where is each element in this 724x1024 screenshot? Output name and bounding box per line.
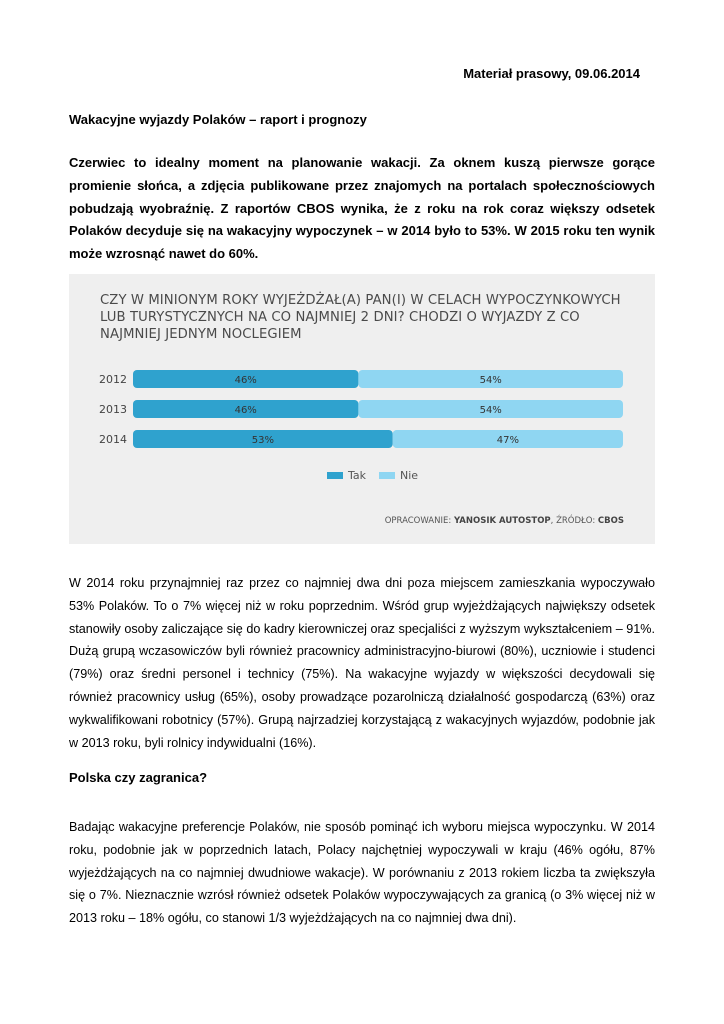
legend-swatch-tak bbox=[327, 472, 343, 479]
credit-source: CBOS bbox=[597, 516, 624, 526]
year-label-2012: 2012 bbox=[99, 373, 127, 386]
year-label-2013: 2013 bbox=[99, 403, 127, 416]
credit-prefix: OPRACOWANIE: bbox=[384, 516, 452, 526]
credit-source-prefix: ŹRÓDŁO: bbox=[556, 516, 596, 526]
bar-label-nie-2014: 47% bbox=[496, 435, 519, 446]
bar-label-tak-2014: 53% bbox=[251, 435, 274, 446]
chart-title: CZY W MINIONYM ROKY WYJEŻDŻAŁ(A) PAN(I) W CELACH WYPOCZYNKOWYCH LUB TURYSTYCZNYCH NA CO NAJMNIEJ 2 DNI? CHODZI O WYJAZDY Z CO NAJMNIEJ JEDNYM NOCLEGIEM bbox=[100, 293, 621, 342]
body-paragraph-2: Badając wakacyjne preferencje Polaków, nie sposób pominąć ich wyboru miejsca wypoczynku. W 2014 roku, podobnie jak w poprzednich latach, Polacy najchętniej wypoczywali w kraju (46% ogółu, 87% wyjeżdżających na co najmniej dwudniowe wakacje). W porównaniu z 2013 rokiem liczba ta zwiększyła się o 7%. Nieznacznie wzrósł również odsetek Polaków wypoczywających za granicą (o 3% więcej niż w 2013 roku – 18% ogółu, co stanowi 1/3 wyjeżdżających na co najmniej dwa dni). bbox=[69, 820, 655, 926]
bar-label-tak-2013: 46% bbox=[234, 405, 257, 416]
chart-credit bbox=[385, 516, 624, 526]
credit-separator: , bbox=[550, 516, 554, 526]
bar-chart bbox=[69, 274, 655, 544]
legend-label-nie: Nie bbox=[400, 469, 419, 482]
press-release-date: Materiał prasowy, 09.06.2014 bbox=[463, 66, 640, 81]
legend-label-tak: Tak bbox=[348, 469, 367, 482]
document-title: Wakacyjne wyjazdy Polaków – raport i prognozy bbox=[69, 112, 367, 127]
bar-label-nie-2012: 54% bbox=[479, 375, 502, 386]
bar-label-nie-2013: 54% bbox=[479, 405, 502, 416]
lead-paragraph: Czerwiec to idealny moment na planowanie wakacji. Za oknem kuszą pierwsze gorące promienie słońca, a zdjęcia publikowane przez znajomych na portalach społecznościowych pobudzają wyobraźnię. Z raportów CBOS wynika, że z roku na rok coraz większy odsetek Polaków decyduje się na wakacyjny wypoczynek – w 2014 było to 53%. W 2015 roku ten wynik może wzrosnąć nawet do 60%. bbox=[69, 155, 655, 262]
credit-author: YANOSIK AUTOSTOP bbox=[453, 516, 551, 526]
infographic-chart bbox=[69, 274, 655, 544]
year-label-2014: 2014 bbox=[99, 433, 127, 446]
legend-swatch-nie bbox=[379, 472, 395, 479]
body-paragraph-1: W 2014 roku przynajmniej raz przez co najmniej dwa dni poza miejscem zamieszkania wypoczywało 53% Polaków. To o 7% więcej niż w roku poprzednim. Wśród grup wyjeżdżających największy odsetek stanowiły osoby zaliczające się do kadry kierowniczej oraz specjaliści z wyższym wykształceniem – 91%. Dużą grupą wczasowiczów byli również pracownicy administracyjno-biurowi (80%), uczniowie i studenci (79%) oraz średni personel i technicy (75%). Na wakacyjne wyjazdy w większości decydowali się również pracownicy usług (65%), osoby prowadzące pozarolniczą działalność gospodarczą (63%) oraz wykwalifikowani robotnicy (57%). Grupą najrzadziej korzystającą z wakacyjnych wyjazdów, podobnie jak w 2013 roku, byli rolnicy indywidualni (16%). bbox=[69, 576, 655, 750]
bar-label-tak-2012: 46% bbox=[234, 375, 257, 386]
section-heading: Polska czy zagranica? bbox=[69, 770, 208, 785]
